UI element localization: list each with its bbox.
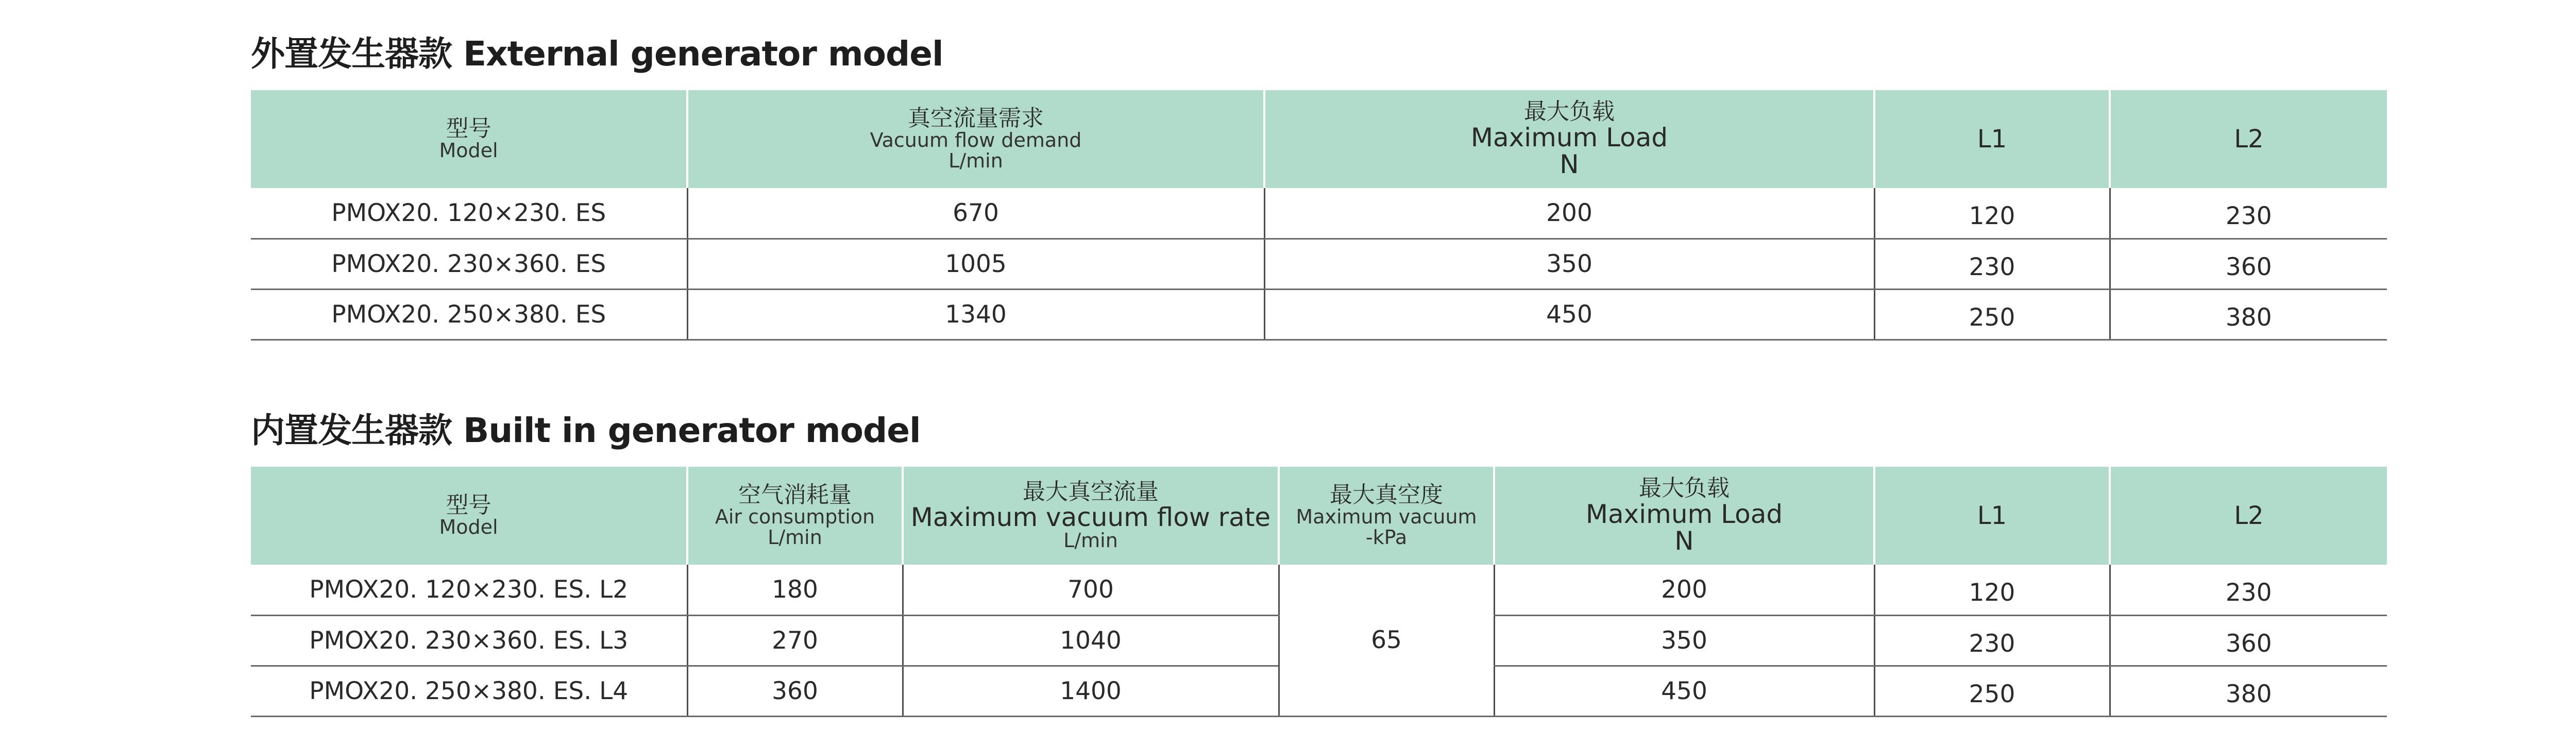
model-cell: PMOX20. 120×230. ES	[251, 188, 687, 239]
table-header-row	[251, 90, 2387, 188]
air-cell: 180	[687, 565, 903, 615]
max-flow-cell: 1040	[903, 615, 1279, 666]
model-cell: PMOX20. 120×230. ES. L2	[251, 565, 687, 615]
table-row	[251, 565, 2387, 615]
load-cell: 450	[1494, 666, 1874, 716]
model-cell: PMOX20. 230×360. ES	[251, 239, 687, 289]
table-row	[251, 239, 2387, 289]
l1-cell: 250	[1874, 289, 2110, 340]
l2-cell: 230	[2110, 188, 2387, 239]
l1-cell: 230	[1874, 615, 2110, 666]
load-cell: 450	[1264, 289, 1874, 340]
l2-cell: 380	[2110, 289, 2387, 340]
table-row	[251, 289, 2387, 340]
table-header-row	[251, 467, 2387, 565]
air-cell: 360	[687, 666, 903, 716]
header-l2: L2	[2110, 467, 2387, 565]
load-cell: 350	[1494, 615, 1874, 666]
l1-cell: 250	[1874, 666, 2110, 716]
header-air-consumption: 空气消耗量 Air consumption L/min	[687, 467, 903, 565]
header-l2: L2	[2110, 90, 2387, 188]
load-cell: 350	[1264, 239, 1874, 289]
builtin-model-table	[251, 467, 2387, 717]
air-cell: 270	[687, 615, 903, 666]
load-cell: 200	[1264, 188, 1874, 239]
header-maximum-vacuum: 最大真空度 Maximum vacuum -kPa	[1279, 467, 1494, 565]
vacuum-cell: 65	[1279, 565, 1494, 716]
max-flow-cell: 1400	[903, 666, 1279, 716]
model-cell: PMOX20. 250×380. ES. L4	[251, 666, 687, 716]
l2-cell: 360	[2110, 615, 2387, 666]
model-cell: PMOX20. 230×360. ES. L3	[251, 615, 687, 666]
header-maximum-load: 最大负载 Maximum Load N	[1494, 467, 1874, 565]
builtin-model-title: 内置发生器款 Built in generator model	[251, 411, 921, 450]
external-model-table	[251, 90, 2387, 341]
flow-cell: 670	[687, 188, 1264, 239]
header-vacuum-flow-demand: 真空流量需求 Vacuum flow demand L/min	[687, 90, 1264, 188]
header-model: 型号 Model	[251, 90, 687, 188]
l2-cell: 360	[2110, 239, 2387, 289]
l2-cell: 380	[2110, 666, 2387, 716]
external-model-title: 外置发生器款 External generator model	[251, 34, 943, 74]
flow-cell: 1005	[687, 239, 1264, 289]
l2-cell: 230	[2110, 565, 2387, 615]
header-maximum-vacuum-flow-rate: 最大真空流量 Maximum vacuum flow rate L/min	[903, 467, 1279, 565]
model-cell: PMOX20. 250×380. ES	[251, 289, 687, 340]
header-model: 型号 Model	[251, 467, 687, 565]
header-l1: L1	[1874, 90, 2110, 188]
load-cell: 200	[1494, 565, 1874, 615]
max-flow-cell: 700	[903, 565, 1279, 615]
header-maximum-load: 最大负载 Maximum Load N	[1264, 90, 1874, 188]
table-row	[251, 188, 2387, 239]
l1-cell: 120	[1874, 188, 2110, 239]
l1-cell: 120	[1874, 565, 2110, 615]
l1-cell: 230	[1874, 239, 2110, 289]
header-l1: L1	[1874, 467, 2110, 565]
flow-cell: 1340	[687, 289, 1264, 340]
